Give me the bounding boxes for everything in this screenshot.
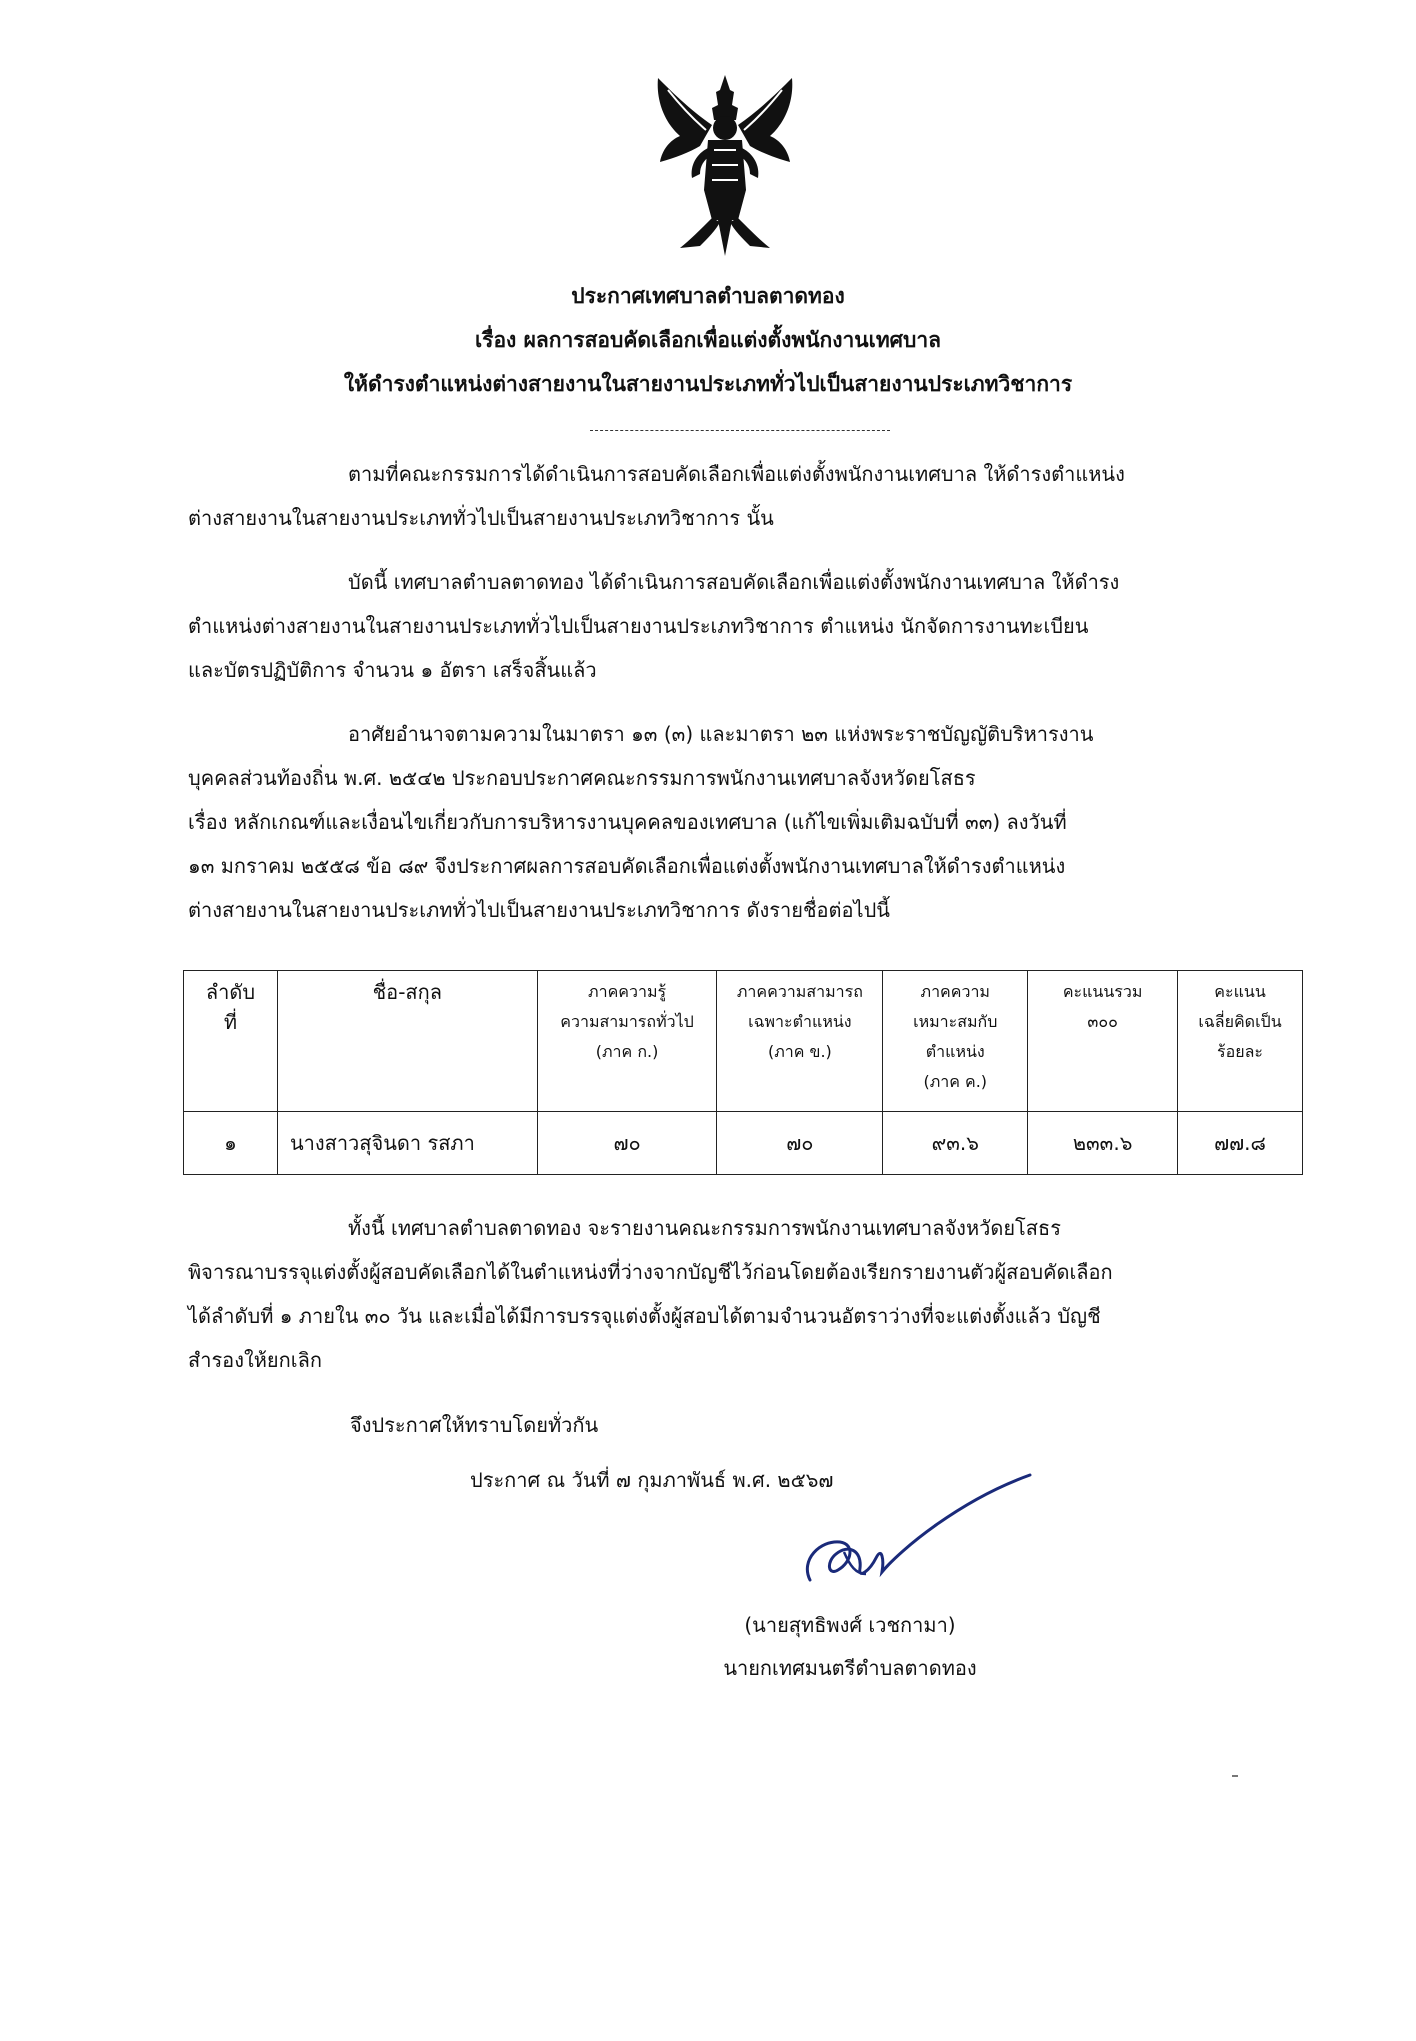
announcement-date: ประกาศ ณ วันที่ ๗ กุมภาพันธ์ พ.ศ. ๒๕๖๗ bbox=[470, 1468, 834, 1492]
cell-part-a: ๗๐ bbox=[537, 1112, 717, 1175]
paragraph-line: ตำแหน่งต่างสายงานในสายงานประเภททั่วไปเป็นสายงานประเภทวิชาการ ตำแหน่ง นักจัดการงานทะเบียน bbox=[188, 614, 1089, 638]
cell-total: ๒๓๓.๖ bbox=[1028, 1112, 1178, 1175]
cell-part-b: ๗๐ bbox=[717, 1112, 883, 1175]
paragraph-next-steps bbox=[188, 1206, 1298, 1382]
signer-title: นายกเทศมนตรีตำบลตาดทอง bbox=[723, 1656, 977, 1680]
heading-separator bbox=[590, 430, 890, 431]
header-total: คะแนนรวม ๓๐๐ bbox=[1028, 971, 1178, 1112]
header-percent: คะแนน เฉลี่ยคิดเป็น ร้อยละ bbox=[1178, 971, 1303, 1112]
paragraph-line: เรื่อง หลักเกณฑ์และเงื่อนไขเกี่ยวกับการบริหารงานบุคคลของเทศบาล (แก้ไขเพิ่มเติมฉบับที่ ๓๓) ลงวันที่ bbox=[188, 810, 1067, 834]
announcement-subject-detail: ให้ดำรงตำแหน่งต่างสายงานในสายงานประเภททั่วไปเป็นสายงานประเภทวิชาการ bbox=[343, 372, 1073, 396]
paragraph-line: พิจารณาบรรจุแต่งตั้งผู้สอบคัดเลือกได้ในตำแหน่งที่ว่างจากบัญชีไว้ก่อนโดยต้องเรียกรายงานตัวผู้สอบคัดเลือก bbox=[188, 1260, 1113, 1284]
header-part-b: ภาคความสามารถ เฉพาะตำแหน่ง (ภาค ข.) bbox=[717, 971, 883, 1112]
paragraph-line: ตามที่คณะกรรมการได้ดำเนินการสอบคัดเลือกเพื่อแต่งตั้งพนักงานเทศบาล ให้ดำรงตำแหน่ง bbox=[348, 462, 1125, 486]
header-part-c: ภาคความ เหมาะสมกับ ตำแหน่ง (ภาค ค.) bbox=[883, 971, 1028, 1112]
paragraph-legal-basis bbox=[188, 712, 1298, 932]
cell-order: ๑ bbox=[184, 1112, 278, 1175]
signer-name: (นายสุทธิพงศ์ เวชกามา) bbox=[744, 1613, 956, 1637]
signature-mark bbox=[800, 1470, 1060, 1610]
paragraph-line: ต่างสายงานในสายงานประเภททั่วไปเป็นสายงานประเภทวิชาการ นั้น bbox=[188, 506, 774, 530]
announcement-issuer: ประกาศเทศบาลตำบลตาดทอง bbox=[571, 284, 845, 308]
paragraph-line: บุคคลส่วนท้องถิ่น พ.ศ. ๒๕๔๒ ประกอบประกาศคณะกรรมการพนักงานเทศบาลจังหวัดยโสธร bbox=[188, 766, 976, 790]
paragraph-line: ต่างสายงานในสายงานประเภททั่วไปเป็นสายงานประเภทวิชาการ ดังรายชื่อต่อไปนี้ bbox=[188, 898, 890, 922]
announcement-subject: เรื่อง ผลการสอบคัดเลือกเพื่อแต่งตั้งพนักงานเทศบาล bbox=[474, 328, 942, 352]
table-row bbox=[184, 1112, 1303, 1175]
header-part-a: ภาคความรู้ ความสามารถทั่วไป (ภาค ก.) bbox=[537, 971, 717, 1112]
closing-announcement: จึงประกาศให้ทราบโดยทั่วกัน bbox=[350, 1413, 599, 1437]
scan-speck bbox=[1232, 1775, 1238, 1777]
header-name: ชื่อ-สกุล bbox=[277, 971, 537, 1112]
cell-part-c: ๙๓.๖ bbox=[883, 1112, 1028, 1175]
paragraph-line: ได้ลำดับที่ ๑ ภายใน ๓๐ วัน และเมื่อได้มีการบรรจุแต่งตั้งผู้สอบได้ตามจำนวนอัตราว่างที่จะแต่งตั้งแล้ว บัญชี bbox=[188, 1304, 1101, 1328]
cell-name: นางสาวสุจินดา รสภา bbox=[277, 1112, 537, 1175]
garuda-emblem-icon bbox=[650, 70, 800, 260]
table-header-row bbox=[184, 971, 1303, 1112]
paragraph-line: และบัตรปฏิบัติการ จำนวน ๑ อัตรา เสร็จสิ้นแล้ว bbox=[188, 658, 597, 682]
paragraph-line: อาศัยอำนาจตามความในมาตรา ๑๓ (๓) และมาตรา ๒๓ แห่งพระราชบัญญัติบริหารงาน bbox=[348, 722, 1094, 746]
paragraph-line: บัดนี้ เทศบาลตำบลตาดทอง ได้ดำเนินการสอบคัดเลือกเพื่อแต่งตั้งพนักงานเทศบาล ให้ดำรง bbox=[348, 570, 1120, 594]
header-order: ลำดับ ที่ bbox=[184, 971, 278, 1112]
paragraph-background bbox=[188, 452, 1298, 540]
cell-percent: ๗๗.๘ bbox=[1178, 1112, 1303, 1175]
paragraph-exam-completed bbox=[188, 560, 1298, 692]
exam-results-table bbox=[183, 970, 1303, 1175]
paragraph-line: สำรองให้ยกเลิก bbox=[188, 1348, 322, 1372]
paragraph-line: ๑๓ มกราคม ๒๕๕๘ ข้อ ๘๙ จึงประกาศผลการสอบคัดเลือกเพื่อแต่งตั้งพนักงานเทศบาลให้ดำรงตำแหน่ง bbox=[188, 854, 1066, 878]
paragraph-line: ทั้งนี้ เทศบาลตำบลตาดทอง จะรายงานคณะกรรมการพนักงานเทศบาลจังหวัดยโสธร bbox=[348, 1216, 1061, 1240]
